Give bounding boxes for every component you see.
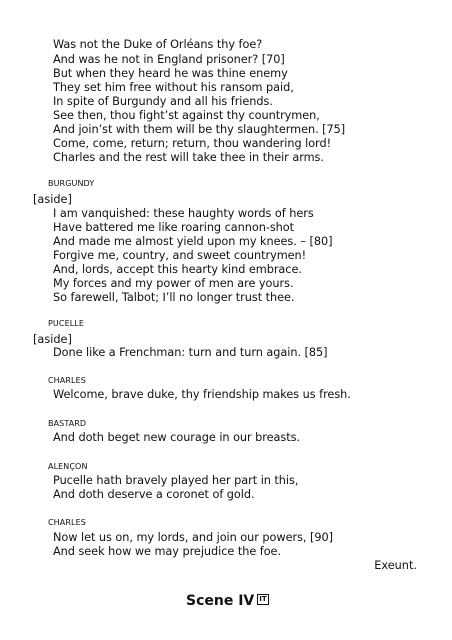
- verse-line: Come, come, return; return, thou wandering lord!: [53, 137, 332, 150]
- translation-badge[interactable]: IT: [259, 595, 267, 603]
- stage-direction-exeunt: Exeunt.: [374, 559, 417, 572]
- speaker-name: BASTARD: [48, 419, 87, 428]
- scene-heading-text: Scene IV: [186, 593, 255, 609]
- verse-line: Now let us on, my lords, and join our powers, [90]: [53, 531, 333, 544]
- verse-line: In spite of Burgundy and all his friends.: [53, 95, 273, 108]
- speaker-name: CHARLES: [48, 376, 86, 385]
- speaker-name: ALENÇON: [48, 462, 88, 471]
- verse-line: And, lords, accept this hearty kind embrace.: [53, 263, 302, 276]
- speaker-name: CHARLES: [48, 518, 86, 527]
- verse-line: Charles and the rest will take thee in their arms.: [53, 151, 324, 164]
- verse-line: Done like a Frenchman: turn and turn again. [85]: [53, 346, 328, 359]
- verse-line: Forgive me, country, and sweet countrymen!: [53, 249, 307, 262]
- speaker-name: BURGUNDY: [48, 179, 95, 188]
- speaker-name: PUCELLE: [48, 319, 84, 328]
- verse-line: And was he not in England prisoner? [70]: [53, 53, 285, 66]
- verse-line: Welcome, brave duke, thy friendship makes us fresh.: [53, 388, 351, 401]
- verse-line: So farewell, Talbot; I’ll no longer trust thee.: [53, 291, 295, 304]
- verse-line: And seek how we may prejudice the foe.: [53, 545, 281, 558]
- verse-line: And made me almost yield upon my knees. – [80]: [53, 235, 333, 248]
- verse-line: See then, thou fight’st against thy countrymen,: [53, 109, 320, 122]
- verse-line: Pucelle hath bravely played her part in this,: [53, 474, 299, 487]
- verse-line: And doth deserve a coronet of gold.: [53, 488, 255, 501]
- verse-line: I am vanquished: these haughty words of hers: [53, 207, 314, 220]
- verse-line: But when they heard he was thine enemy: [53, 67, 288, 80]
- verse-line: And doth beget new courage in our breasts.: [53, 431, 301, 444]
- scene-heading: [186, 592, 269, 610]
- stage-direction-aside: [aside]: [33, 193, 72, 206]
- verse-line: They set him free without his ransom paid,: [53, 81, 294, 94]
- verse-line: Was not the Duke of Orléans thy foe?: [53, 38, 263, 51]
- verse-line: And join’st with them will be thy slaughtermen. [75]: [53, 123, 346, 136]
- verse-line: Have battered me like roaring cannon-shot: [53, 221, 295, 234]
- verse-line: My forces and my power of men are yours.: [53, 277, 294, 290]
- stage-direction-aside: [aside]: [33, 333, 72, 346]
